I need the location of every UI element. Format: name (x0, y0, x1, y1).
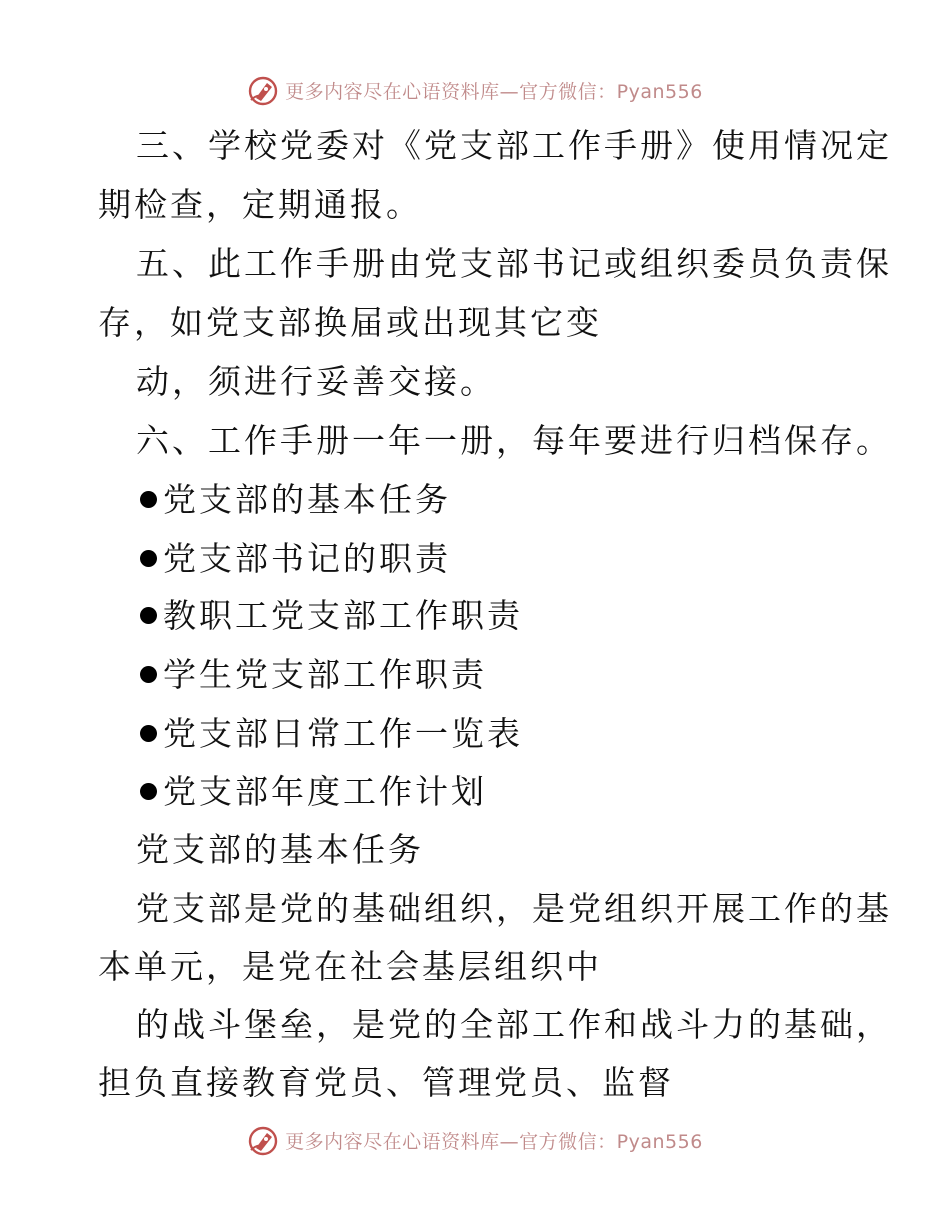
text-line: 存，如党支部换届或出现其它变 (98, 303, 602, 342)
bullet-item-label: 党支部日常工作一览表 (163, 714, 523, 753)
bullet-item-label: 党支部书记的职责 (163, 539, 451, 578)
text-line: 六、工作手册一年一册，每年要进行归档保存。 (136, 421, 892, 460)
bullet-icon (140, 607, 157, 624)
section-title: 党支部的基本任务 (136, 830, 424, 869)
bullet-item-label: 党支部年度工作计划 (163, 772, 487, 811)
bullet-icon (140, 491, 157, 508)
bullet-item (140, 772, 487, 812)
bullet-item-label: 教职工党支部工作职责 (163, 596, 523, 635)
text-line: 五、此工作手册由党支部书记或组织委员负责保 (136, 244, 892, 283)
paragraph-line: 的战斗堡垒，是党的全部工作和战斗力的基础， (136, 1005, 892, 1044)
pen-logo-icon (247, 1124, 279, 1156)
text-line: 动，须进行妥善交接。 (136, 362, 496, 401)
text-line: 三、学校党委对《党支部工作手册》使用情况定 (136, 126, 892, 165)
paragraph-line: 本单元，是党在社会基层组织中 (98, 947, 602, 986)
pen-logo-icon (247, 74, 279, 106)
paragraph-line: 党支部是党的基础组织，是党组织开展工作的基 (136, 889, 892, 928)
bullet-item (140, 480, 451, 520)
bullet-item-label: 学生党支部工作职责 (163, 655, 487, 694)
bullet-icon (140, 550, 157, 567)
bullet-icon (140, 783, 157, 800)
bullet-item (140, 539, 451, 579)
header-watermark (0, 70, 950, 110)
watermark-text: 更多内容尽在心语资料库—官方微信：Pyan556 (285, 80, 703, 103)
bullet-item (140, 714, 523, 754)
footer-watermark (0, 1120, 950, 1160)
text-line: 期检查，定期通报。 (98, 185, 422, 224)
bullet-icon (140, 666, 157, 683)
paragraph-line: 担负直接教育党员、管理党员、监督 (98, 1063, 674, 1102)
bullet-icon (140, 725, 157, 742)
bullet-item-label: 党支部的基本任务 (163, 480, 451, 519)
bullet-item (140, 596, 523, 636)
bullet-item (140, 655, 487, 695)
watermark-text: 更多内容尽在心语资料库—官方微信：Pyan556 (285, 1130, 703, 1153)
